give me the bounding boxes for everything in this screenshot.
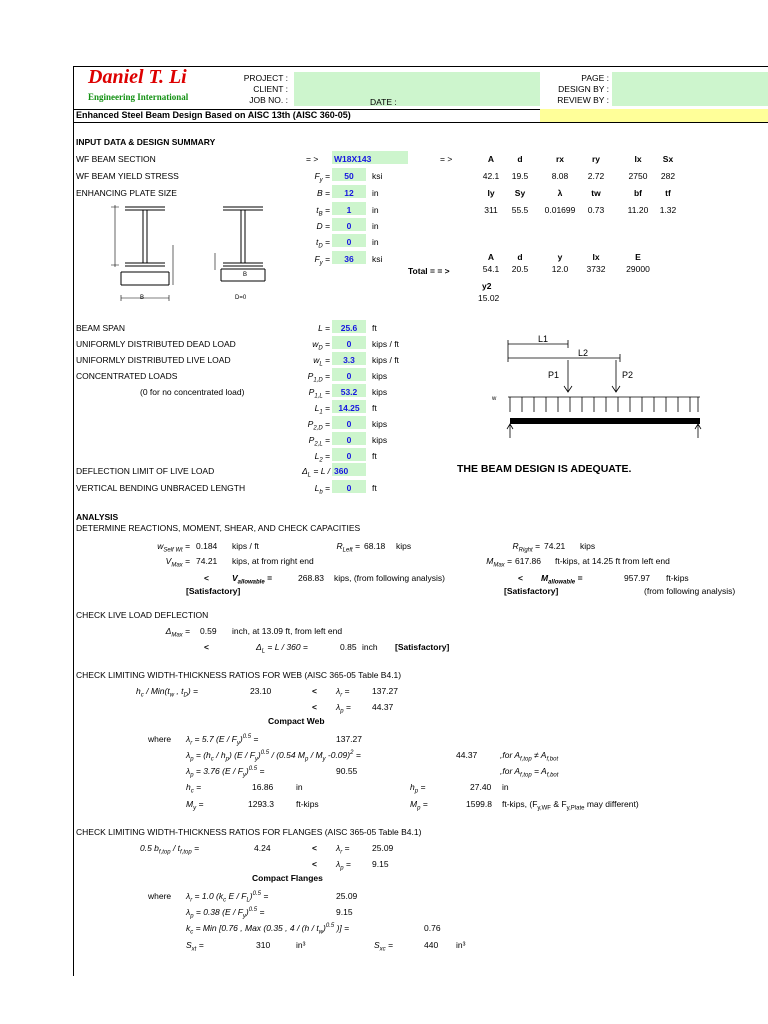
sketch-B2-label: B [243,272,248,278]
diagram-L1: L1 [538,334,549,344]
prop-row3-values-1: 20.5 [511,264,529,274]
mallow-unit: ft-kips [666,573,689,583]
diagram-L2: L2 [578,348,589,358]
B-unit: in [372,188,379,198]
fy-label: $F_y$ = [314,171,330,184]
wself-value: 0.184 [196,541,218,551]
P2L-sym: $P_{2,L}$ = [308,435,330,448]
defl-value: 360 [334,466,349,476]
prop-row3-values-0: 54.1 [482,264,500,274]
vmax-note: kips, at from right end [232,556,314,566]
web-lr-calc: 137.27 [336,734,362,744]
prop-row1-values-4: 2750 [628,171,648,181]
P2D-unit: kips [372,419,388,429]
flange-lp-sym: $\lambda_p$ = [336,859,351,872]
flange-ratio-sym: 0.5 $b_{f,top} / t_{f,top}$ = [140,843,200,856]
web-mp-value: 1599.8 [466,799,492,809]
company-logo: Daniel T. Li [88,66,187,88]
prop-row3-headers-3: Ix [592,252,600,262]
flange-lp-formula: $\lambda_p = 0.38$ $(E / F_y)^{0.5}$ = [186,907,265,920]
P1L-value: 53.2 [340,387,358,397]
web-lr-value: 137.27 [372,686,398,696]
defl-heading: CHECK LIVE LOAD DEFLECTION [76,610,209,620]
prop-row3-values-4: 29000 [626,264,650,274]
section-sketch-svg [95,195,295,310]
wD-unit: kips / ft [372,339,399,349]
prop-row2-headers-3: tw [591,188,601,198]
prop-row2-headers-4: bf [633,188,643,198]
web-ratio-value: 23.10 [250,686,272,696]
prop-row1-headers-0: A [487,154,495,164]
beam-load-diagram [490,330,710,450]
jobno-label: JOB NO. : [249,95,288,105]
prop-row3-headers-2: y [557,252,563,262]
prop-row1-values-2: 8.08 [551,171,569,181]
tB-value: 1 [346,205,352,215]
web-hc-sym: $h_c$ = [186,782,202,795]
analysis-heading: ANALYSIS [76,512,119,522]
flange-lt1: < [312,843,317,853]
unbraced-label: VERTICAL BENDING UNBRACED LENGTH [76,483,246,493]
conc-label: CONCENTRATED LOADS [76,371,178,381]
analysis-subheading: DETERMINE REACTIONS, MOMENT, SHEAR, AND CHECK CAPACITIES [76,523,361,533]
web-hp-value: 27.40 [470,782,492,792]
prop-row2-values-0: 311 [484,205,498,215]
prop-row2-values-4: 11.20 [627,205,649,215]
dmax-note: inch, at 13.09 ft, from left end [232,626,343,636]
flange-lr-value: 25.09 [372,843,394,853]
diagram-P1: P1 [548,370,560,380]
flange-sxc-sym: $S_{xc}$ = [374,940,393,953]
span-unit: ft [372,323,377,333]
wL-sym: $w_L$ = [313,355,330,368]
P2L-value: 0 [346,435,352,445]
web-lp-note2: ,for $A_{f,top} = A_{f,bot}$ [500,766,559,779]
dmax-value: 0.59 [200,626,217,636]
plate-label: ENHANCING PLATE SIZE [76,188,177,198]
B-value: 12 [344,188,354,198]
sheet-title: Enhanced Steel Beam Design Based on AISC 13th (AISC 360-05) [76,110,351,120]
prop-row1-values-1: 19.5 [511,171,529,181]
prop-y2-value: 15.02 [478,293,500,303]
tD-unit: in [372,237,379,247]
mallow-sym: $M_{allowable}$ = [541,573,583,586]
prop-row3-headers-1: d [517,252,523,262]
adequate-message: THE BEAM DESIGN IS ADEQUATE. [457,463,632,475]
web-compact: Compact Web [268,716,325,726]
vallow-status: [Satisfactory] [186,586,241,596]
web-mp-note: ft-kips, ($F_{y,WF}$ & $F_{y,Plate}$ may different) [502,799,639,812]
rright-unit: kips [580,541,596,551]
vallow-lt: < [204,573,209,583]
web-my-unit: ft-kips [296,799,319,809]
dlimit-lt: < [204,642,209,652]
dmax-sym: $\Delta_{Max}$ = [165,626,190,639]
company-subtitle: Engineering International [88,92,189,102]
web-lr-formula: $\lambda_r = 5.7$ $(E / F_y)^{0.5}$ = [186,734,259,747]
sketch-B-label: B [140,295,145,301]
B-label: B = [317,188,330,198]
flange-compact: Compact Flanges [252,873,323,883]
flange-sxt-sym: $S_{xt}$ = [186,940,204,953]
flange-lr-sym: $\lambda_r$ = [336,843,350,856]
prop-row3-values-3: 3732 [586,264,606,274]
diagram-w: w [492,396,497,402]
prop-row2-headers-1: Sy [514,188,526,198]
Lb-value: 0 [346,483,352,493]
prop-row2-headers-2: λ [557,188,563,198]
dlimit-status: [Satisfactory] [395,642,450,652]
arrow-2: = > [440,154,453,164]
project-label: PROJECT : [243,73,288,83]
tD-label: $t_D$ = [315,237,330,250]
P1D-unit: kips [372,371,388,381]
web-hc-unit: in [296,782,303,792]
mmax-value: 617.86 [515,556,541,566]
defl-label: DEFLECTION LIMIT OF LIVE LOAD [76,466,215,476]
mallow-lt: < [518,573,523,583]
beam-bar [510,418,700,424]
web-hc-value: 16.86 [252,782,274,792]
wself-sym: $w_{Self Wt}$ = [157,541,190,554]
flange-lr-formula: $\lambda_r = 1.0$ ($k_c$ E / $F_L)^{0.5}$ = [186,891,269,904]
web-lt2: < [312,702,317,712]
web-lp-sym: $\lambda_p$ = [336,702,351,715]
tB-unit: in [372,205,379,215]
prop-y2-label: y2 [482,281,492,291]
L2-unit: ft [372,451,377,461]
wf-section-label: WF BEAM SECTION [76,154,156,164]
prop-row3-values-2: 12.0 [551,264,569,274]
web-hp-sym: $h_p$ = [410,782,426,795]
prop-row1-values-0: 42.1 [482,171,500,181]
flange-kc-formula: $k_c$ = Min [0.76 , Max (0.35 , $4 / (h / t_w)^{0.5}$ )] = [186,923,350,936]
fy-unit: ksi [372,171,383,181]
web-heading: CHECK LIMITING WIDTH-THICKNESS RATIOS FOR WEB (AISC 365-05 Table B4.1) [76,670,402,680]
wself-unit: kips / ft [232,541,259,551]
web-ratio-sym: $h_c / Min(t_w$ , $t_D$) = [136,686,199,699]
wL-value: 3.3 [343,355,355,365]
L2-value: 0 [346,451,352,461]
title-highlight [540,109,768,122]
rleft-value: 68.18 [364,541,386,551]
tB-label: $t_B$ = [316,205,330,218]
vmax-value: 74.21 [196,556,218,566]
prop-row2-values-5: 1.32 [659,205,677,215]
web-where: where [148,734,172,744]
P2D-value: 0 [346,419,352,429]
web-lp-alt-formula: $\lambda_p = 3.76$ $(E / F_y)^{0.5}$ = [186,766,265,779]
fy-plate-value: 36 [344,254,354,264]
fy-plate-label: $F_y$ = [314,254,330,267]
prop-row1-values-3: 2.72 [587,171,605,181]
flange-lr-calc: 25.09 [336,891,358,901]
Lb-sym: $L_b$ = [314,483,330,496]
diagram-P2: P2 [622,370,634,380]
web-lr-sym: $\lambda_r$ = [336,686,350,699]
wf-with-plates-sketch [121,207,169,285]
conc-note: (0 for no concentrated load) [140,387,245,397]
page-field[interactable] [612,72,768,106]
prop-row3-headers-4: E [635,252,641,262]
prop-row2-headers-5: tf [665,188,671,198]
P1L-unit: kips [372,387,388,397]
dlimit-sym: $\Delta_L = L / 360$ = [256,642,308,655]
web-my-value: 1293.3 [248,799,274,809]
P1D-sym: $P_{1,D}$ = [307,371,330,384]
rleft-unit: kips [396,541,412,551]
mallow-note: (from following analysis) [644,586,736,596]
mmax-sym: $M_{Max}$ = [486,556,512,569]
date-field[interactable] [406,96,540,106]
dead-label: UNIFORMLY DISTRIBUTED DEAD LOAD [76,339,236,349]
flange-sxc-unit: in³ [456,940,466,950]
prop-row2-headers-0: Iy [487,188,495,198]
dlimit-value: 0.85 [340,642,357,652]
fy-plate-unit: ksi [372,254,383,264]
web-lp-formula: $\lambda_p = (h_c / h_p)$ $(E / F_y)^{0.5} / (0.54$ $M_p / M_y$ -0.09)$^2$ = [186,750,361,763]
prop-row1-headers-5: Sx [662,154,674,164]
prop-row1-values-5: 282 [660,171,676,181]
web-mp-sym: $M_p$ = [410,799,428,812]
wD-sym: $w_D$ = [312,339,330,352]
L1-value: 14.25 [338,403,360,413]
wf-section-value: W18X143 [334,154,372,164]
wD-value: 0 [346,339,352,349]
prop-row2-values-3: 0.73 [587,205,605,215]
arrow-1: = > [306,154,319,164]
prop-row2-values-2: 0.01699 [544,205,576,215]
prop-row3-headers-0: A [487,252,495,262]
vallow-note: kips, (from following analysis) [334,573,446,583]
design-by-label: DESIGN BY : [558,84,609,94]
span-value: 25.6 [340,323,358,333]
web-lp-alt: 90.55 [336,766,358,776]
prop-row1-headers-4: Ix [634,154,642,164]
prop-row1-headers-3: ry [591,154,601,164]
prop-row2-values-1: 55.5 [511,205,529,215]
web-hp-unit: in [502,782,509,792]
L1-sym: $L_1$ = [314,403,330,416]
web-lp-calc: 44.37 [456,750,478,760]
flange-where: where [148,891,172,901]
span-label: BEAM SPAN [76,323,125,333]
P1L-sym: $P_{1,L}$ = [308,387,330,400]
rright-sym: $R_{Right}$ = [512,541,540,554]
vmax-sym: $V_{Max}$ = [165,556,190,569]
tD-value: 0 [346,237,352,247]
vallow-value: 268.83 [298,573,324,583]
mallow-value: 957.97 [624,573,650,583]
L1-unit: ft [372,403,377,413]
review-by-label: REVIEW BY : [557,95,609,105]
flange-sxc-value: 440 [424,940,439,950]
flange-sxt-unit: in³ [296,940,306,950]
web-lp-value: 44.37 [372,702,394,712]
vallow-sym: $V_{allowable}$ = [232,573,273,586]
flange-sxt-value: 310 [256,940,271,950]
L2-sym: $L_2$ = [314,451,330,464]
mmax-note: ft-kips, at 14.25 ft from left end [555,556,670,566]
P2D-sym: $P_{2,D}$ = [307,419,330,432]
web-lt1: < [312,686,317,696]
span-sym: L = [318,323,330,333]
mallow-status: [Satisfactory] [504,586,559,596]
input-heading: INPUT DATA & DESIGN SUMMARY [76,137,216,147]
Lb-unit: ft [372,483,377,493]
flange-kc-value: 0.76 [424,923,441,933]
flange-lp-value: 9.15 [372,859,389,869]
D-label: D = [316,221,330,231]
D-unit: in [372,221,379,231]
P1D-value: 0 [346,371,352,381]
yield-label: WF BEAM YIELD STRESS [76,171,179,181]
flange-lp-calc: 9.15 [336,907,353,917]
rleft-sym: $R_{Left}$ = [336,541,360,554]
flange-ratio-value: 4.24 [254,843,271,853]
web-my-sym: $M_y$ = [186,799,204,812]
sketch-D0-label: D=0 [235,295,247,301]
date-label: DATE : [370,97,397,107]
P2L-unit: kips [372,435,388,445]
client-label: CLIENT : [253,84,288,94]
prop-row1-headers-1: d [517,154,523,164]
page-label: PAGE : [581,73,609,83]
D-value: 0 [346,221,352,231]
defl-sym: $\Delta_L = L$ / [301,466,330,479]
live-label: UNIFORMLY DISTRIBUTED LIVE LOAD [76,355,231,365]
wL-unit: kips / ft [372,355,399,365]
flange-lt2: < [312,859,317,869]
fy-value: 50 [344,171,354,181]
dlimit-unit: inch [362,642,378,652]
flange-heading: CHECK LIMITING WIDTH-THICKNESS RATIOS FOR FLANGES (AISC 365-05 Table B4.1) [76,827,422,837]
total-label: Total = = > [408,266,450,276]
rright-value: 74.21 [544,541,566,551]
prop-row1-headers-2: rx [555,154,565,164]
wf-only-sketch [221,207,265,281]
web-lp-note1: ,for $A_{f,top} \ne A_{f,bot}$ [500,750,559,763]
